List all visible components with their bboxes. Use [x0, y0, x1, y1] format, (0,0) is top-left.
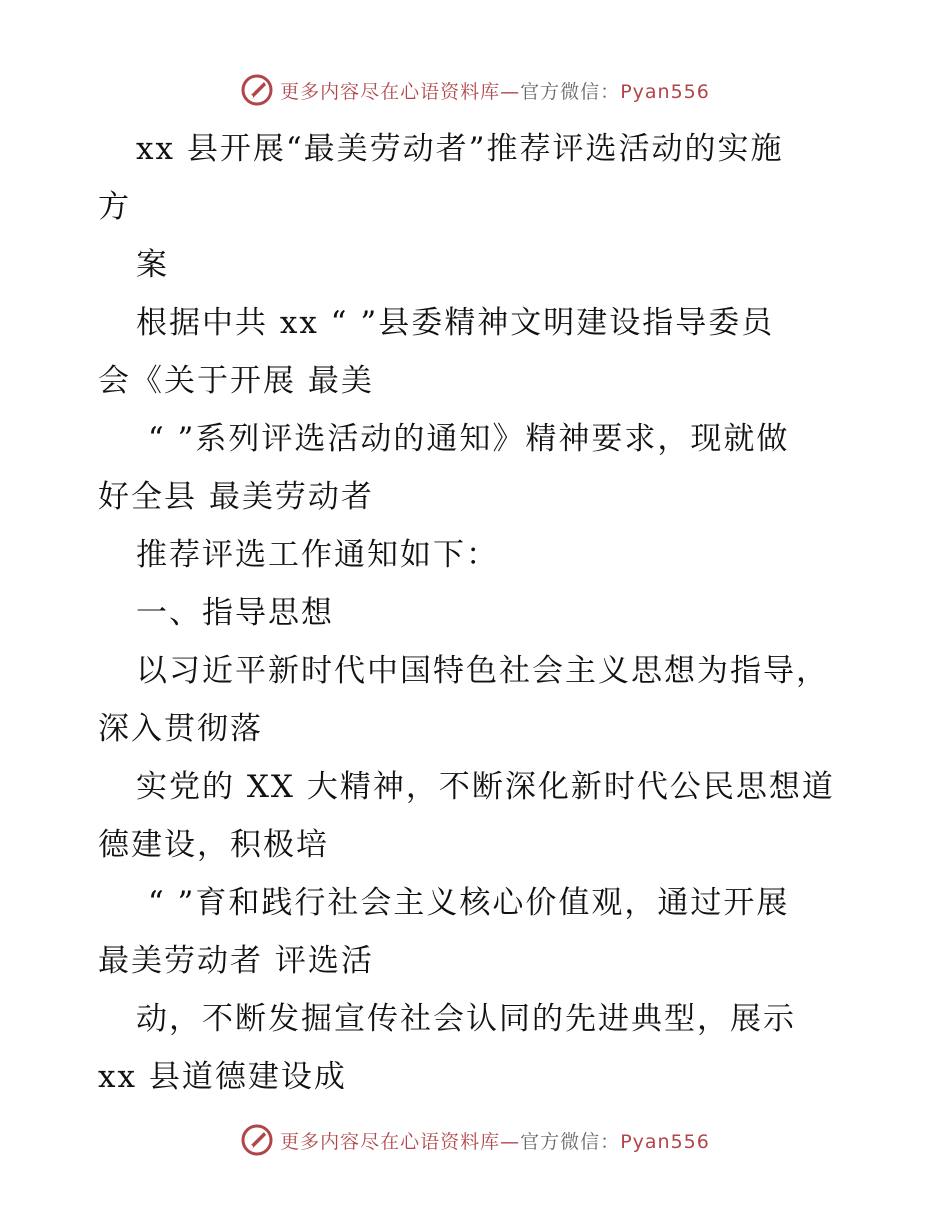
text-line: 实党的 XX 大精神，不断深化新时代公民思想道	[136, 769, 835, 805]
quill-logo-icon	[240, 73, 274, 107]
text-line: 会《关于开展 最美	[98, 363, 374, 399]
text-line: xx 县道德建设成	[98, 1059, 347, 1095]
text-line: “ ”系列评选活动的通知》精神要求，现就做	[136, 421, 790, 457]
text-line: 深入贯彻落	[98, 711, 263, 747]
text-line: 根据中共 xx “ ”县委精神文明建设指导委员	[136, 305, 775, 341]
quill-logo-icon	[240, 1123, 274, 1157]
text-line: “ ”育和践行社会主义核心价值观，通过开展	[136, 885, 790, 921]
text-line: 以习近平新时代中国特色社会主义思想为指导，	[136, 653, 829, 689]
text-line: 德建设，积极培	[98, 827, 329, 863]
watermark-banner-bottom	[0, 1118, 950, 1162]
document-body	[98, 120, 858, 1106]
text-line: 最美劳动者 评选活	[98, 943, 374, 979]
text-line: 一、指导思想	[136, 595, 334, 631]
text-line: 好全县 最美劳动者	[98, 479, 374, 515]
watermark-text: 更多内容尽在心语资料库—官方微信：Pyan556	[280, 1130, 710, 1153]
text-line: 动，不断发掘宣传社会认同的先进典型，展示	[136, 1001, 796, 1037]
watermark-text: 更多内容尽在心语资料库—官方微信：Pyan556	[280, 80, 710, 103]
watermark-banner-top	[0, 68, 950, 112]
text-line: 推荐评选工作通知如下：	[136, 537, 499, 573]
text-line: 方	[98, 189, 131, 225]
text-line: xx 县开展“最美劳动者”推荐评选活动的实施	[136, 131, 784, 167]
text-line: 案	[136, 247, 169, 283]
